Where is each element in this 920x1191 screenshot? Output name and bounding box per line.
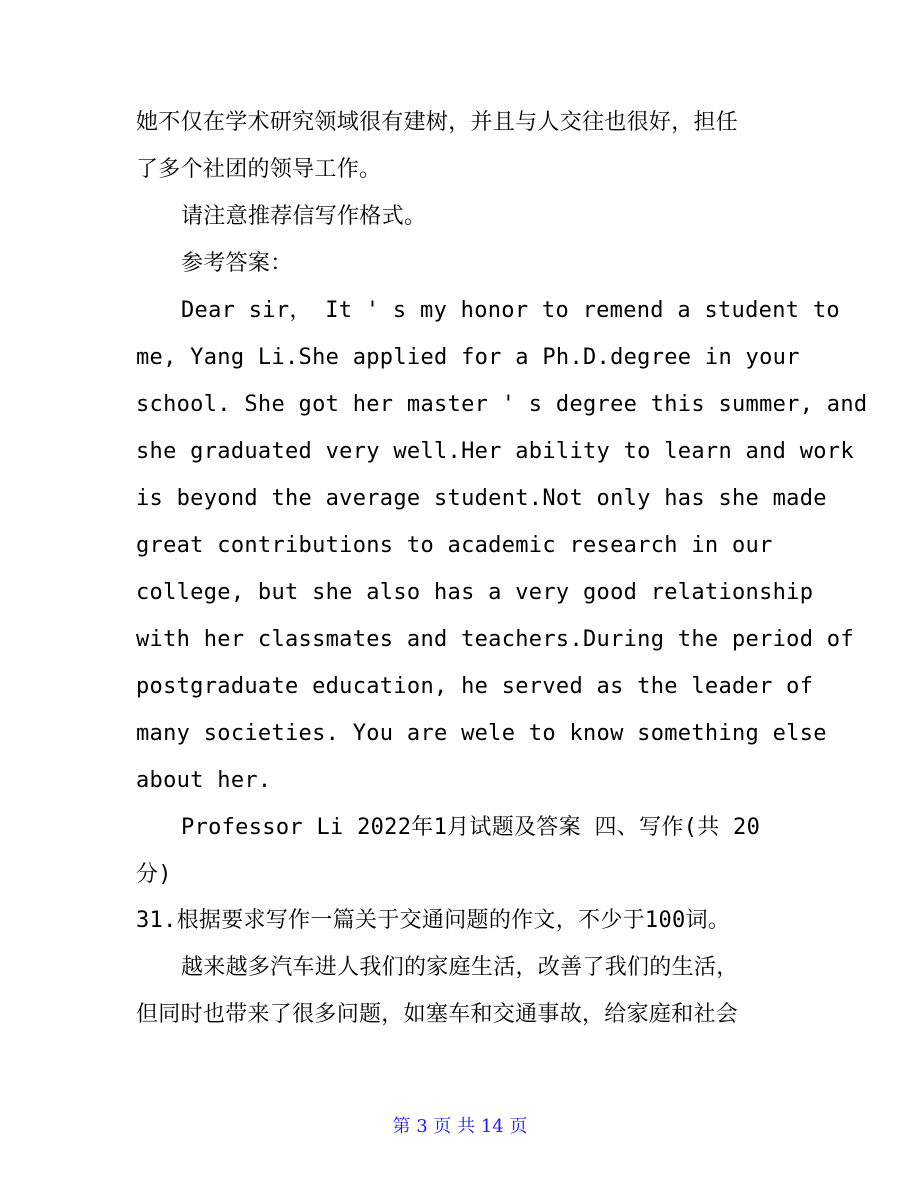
text-line: 请注意推荐信写作格式。	[181, 204, 427, 229]
text-line: 分)	[136, 862, 172, 887]
page-footer: 第 3 页 共 14 页	[392, 1116, 528, 1137]
text-line: 了多个社团的领导工作。	[136, 157, 382, 182]
text-line: me, Yang Li.She applied for a Ph.D.degree in your	[136, 345, 800, 370]
text-line: is beyond the average student.Not only has she made	[136, 486, 827, 511]
text-line: school. She got her master ' s degree this summer, and	[136, 392, 868, 417]
text-line: about her.	[136, 768, 272, 793]
text-line: Professor Li 2022年1月试题及答案 四、写作(共 20	[181, 815, 761, 840]
text-line: 她不仅在学术研究领域很有建树，并且与人交往也很好，担任	[136, 110, 739, 135]
text-line: with her classmates and teachers.During the period of	[136, 627, 854, 652]
text-line: 越来越多汽车进人我们的家庭生活，改善了我们的生活，	[181, 955, 739, 980]
text-line: many societies. You are wele to know something else	[136, 721, 827, 746]
text-line: she graduated very well.Her ability to learn and work	[136, 439, 854, 464]
text-line: Dear sir， It ' s my honor to remend a student to	[181, 298, 840, 323]
text-line: 参考答案：	[181, 251, 293, 276]
text-line: great contributions to academic research in our	[136, 533, 773, 558]
text-line: 31.根据要求写作一篇关于交通问题的作文，不少于100词。	[136, 908, 731, 933]
text-line: college, but she also has a very good relationship	[136, 580, 814, 605]
text-line: postgraduate education, he served as the leader of	[136, 674, 814, 699]
text-line: 但同时也带来了很多问题，如塞车和交通事故，给家庭和社会	[136, 1002, 739, 1027]
